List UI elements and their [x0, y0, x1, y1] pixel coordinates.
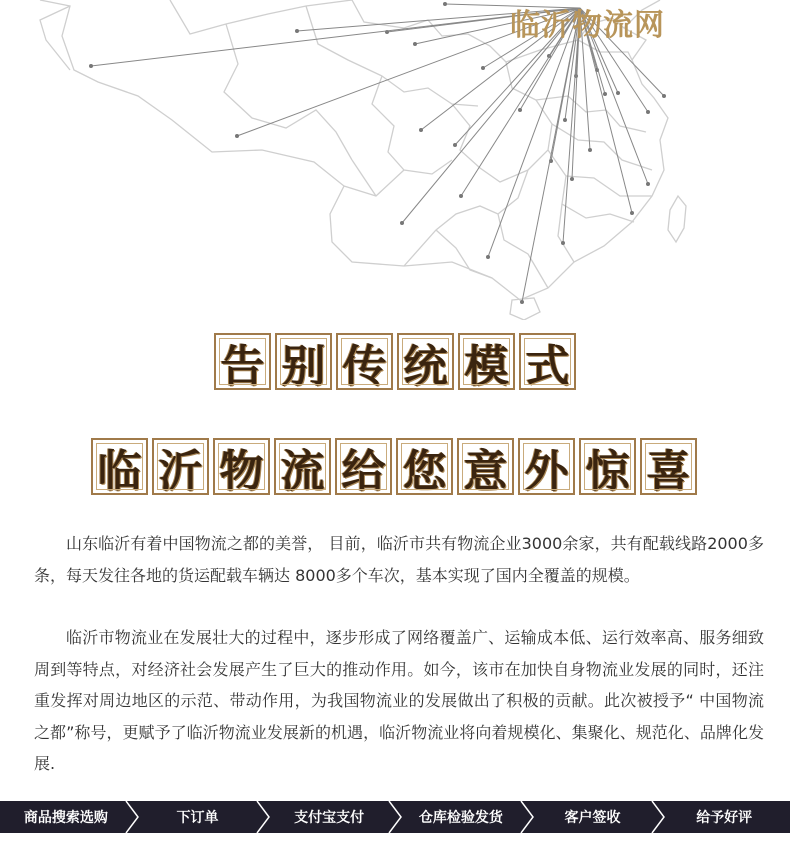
- hainan-outline: [510, 298, 540, 320]
- headline-char-tile: 统: [397, 333, 454, 390]
- destination-dot: [616, 91, 620, 95]
- taiwan-outline: [668, 196, 686, 242]
- chevron-right-icon: [519, 801, 535, 833]
- headline-char-tile: 惊: [579, 438, 636, 495]
- headline-char-tile: 临: [91, 438, 148, 495]
- purchase-step-label: 商品搜索选购: [23, 810, 108, 826]
- route-line: [91, 8, 580, 66]
- purchase-step: [132, 801, 264, 833]
- purchase-step-label: 给予好评: [696, 810, 753, 826]
- purchase-step-label: 下订单: [176, 810, 219, 826]
- destination-dot: [453, 143, 457, 147]
- headline-char-tile: 意: [457, 438, 514, 495]
- destination-dot: [662, 94, 666, 98]
- destination-dot: [570, 177, 574, 181]
- headline-char-tile: 给: [335, 438, 392, 495]
- headline-surprise: [91, 438, 701, 495]
- intro-paragraph: 山东临沂有着中国物流之都的美誉， 目前，临沂市共有物流企业3000余家，共有配载线路2000多条，每天发往各地的货运配载车辆达 8000多个车次，基本实现了国内全覆盖的规模。: [34, 534, 764, 585]
- destination-dot: [563, 118, 567, 122]
- china-map: [0, 0, 790, 320]
- destination-dot: [400, 221, 404, 225]
- purchase-step: [658, 801, 790, 833]
- destination-dot: [235, 134, 239, 138]
- destination-dot: [89, 64, 93, 68]
- destination-dot: [486, 255, 490, 259]
- destination-dot: [419, 128, 423, 132]
- headline-char-tile: 流: [274, 438, 331, 495]
- destination-dot: [295, 29, 299, 33]
- purchase-step: [527, 801, 659, 833]
- headline-char-tile: 喜: [640, 438, 697, 495]
- headline-char-tile: 您: [396, 438, 453, 495]
- chevron-right-icon: [255, 801, 271, 833]
- headline-char-tile: 别: [275, 333, 332, 390]
- purchase-step-label: 支付宝支付: [294, 810, 365, 826]
- destination-dot: [413, 42, 417, 46]
- headline-char-tile: 式: [519, 333, 576, 390]
- destination-dot: [443, 2, 447, 6]
- map-title: 临沂物流网: [510, 8, 665, 43]
- destination-dot: [646, 110, 650, 114]
- destination-dot: [603, 92, 607, 96]
- headline-char-tile: 告: [214, 333, 271, 390]
- purchase-steps-bar: [0, 801, 790, 833]
- purchase-step: [263, 801, 395, 833]
- province-borders: [40, 0, 686, 320]
- destination-dot: [459, 194, 463, 198]
- headline-char-tile: 外: [518, 438, 575, 495]
- destination-dot: [520, 300, 524, 304]
- destination-dot: [518, 108, 522, 112]
- headline-char-tile: 传: [336, 333, 393, 390]
- headline-char-tile: 模: [458, 333, 515, 390]
- headline-char-tile: 沂: [152, 438, 209, 495]
- destination-dot: [588, 148, 592, 152]
- chevron-right-icon: [650, 801, 666, 833]
- destination-dot: [561, 241, 565, 245]
- chevron-right-icon: [387, 801, 403, 833]
- chevron-right-icon: [124, 801, 140, 833]
- purchase-step: [0, 801, 132, 833]
- destination-dot: [646, 182, 650, 186]
- purchase-step: [395, 801, 527, 833]
- headline-farewell: [214, 333, 580, 390]
- headline-char-tile: 物: [213, 438, 270, 495]
- development-paragraph: 临沂市物流业在发展壮大的过程中，逐步形成了网络覆盖广、运输成本低、运行效率高、服务细致周到等特点，对经济社会发展产生了巨大的推动作用。如今，该市在加快自身物流业发展的同时，还注重发挥对周边地区的示范、带动作用，为我国物流业的发展做出了积极的贡献。此次被授予“ 中国物流之都”称号，更赋予了临沂物流业发展新的机遇，临沂物流业将向着规模化、集聚化、规范化、品牌化发展.: [34, 628, 764, 773]
- destination-dot: [630, 211, 634, 215]
- destination-dot: [481, 66, 485, 70]
- purchase-step-label: 客户签收: [564, 810, 621, 826]
- purchase-step-label: 仓库检验发货: [418, 810, 503, 826]
